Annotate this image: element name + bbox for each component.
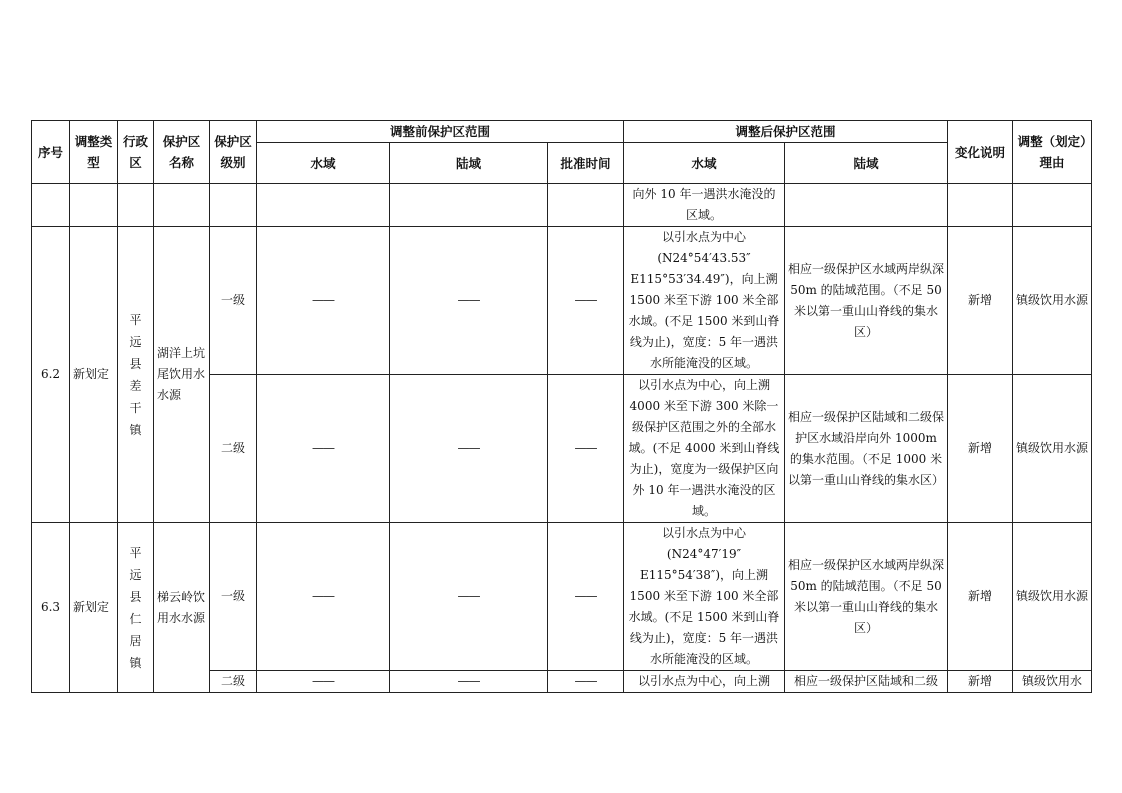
cell-before-land: ——: [390, 375, 548, 523]
cell-after-water: 以引水点为中心，向上溯: [624, 671, 785, 693]
cell-adj-type: 新划定: [70, 523, 118, 693]
header-level: 保护区级别: [210, 121, 257, 184]
protection-zone-table: [31, 120, 1092, 693]
cell-seq: 6.2: [32, 227, 70, 523]
header-before-water: 水域: [257, 143, 390, 184]
cell-after-water: 以引水点为中心(N24°54′43.53″ E115°53′34.49″)，向上溯1500 米至下游 100 米全部水域。(不足 1500 米到山脊线为止)，宽度：5 年一遇洪水所能淹没的区域。: [624, 227, 785, 375]
cell-after-water: 向外 10 年一遇洪水淹没的区域。: [624, 184, 785, 227]
header-after-land: 陆域: [785, 143, 948, 184]
header-before-time: 批准时间: [548, 143, 624, 184]
cell-before-water: ——: [257, 671, 390, 693]
cell-admin: 平远县仁居镇: [118, 523, 154, 693]
cell-reason: 镇级饮用水源: [1013, 375, 1092, 523]
cell-adj-type: 新划定: [70, 227, 118, 523]
cell-name: 湖洋上坑尾饮用水水源: [154, 227, 210, 523]
cell-seq: 6.3: [32, 523, 70, 693]
header-after: 调整后保护区范围: [624, 121, 948, 143]
header-admin: 行政区: [118, 121, 154, 184]
header-after-water: 水域: [624, 143, 785, 184]
header-name: 保护区名称: [154, 121, 210, 184]
cell-before-land: ——: [390, 671, 548, 693]
cell-change: 新增: [948, 227, 1013, 375]
cell-after-water: 以引水点为中心(N24°47′19″ E115°54′38″)，向上溯 1500 米至下游 100 米全部水域。(不足 1500 米到山脊线为止)，宽度：5 年一遇洪水所能淹没的区域。: [624, 523, 785, 671]
table-row: [32, 227, 1092, 375]
cell-after-land: 相应一级保护区陆域和二级: [785, 671, 948, 693]
cell-after-land: 相应一级保护区陆域和二级保护区水域沿岸向外 1000m 的集水范围。（不足 1000 米以第一重山山脊线的集水区）: [785, 375, 948, 523]
header-seq: 序号: [32, 121, 70, 184]
cell-reason: 镇级饮用水源: [1013, 227, 1092, 375]
cell-before-water: ——: [257, 227, 390, 375]
cell-change: 新增: [948, 375, 1013, 523]
cell-before-land: ——: [390, 227, 548, 375]
cell-level: 一级: [210, 227, 257, 375]
cell-after-land: 相应一级保护区水域两岸纵深 50m 的陆域范围。（不足 50 米以第一重山山脊线的集水区）: [785, 227, 948, 375]
cell-before-time: ——: [548, 227, 624, 375]
header-change: 变化说明: [948, 121, 1013, 184]
cell-after-water: 以引水点为中心，向上溯4000 米至下游 300 米除一级保护区范围之外的全部水域。(不足 4000 米到山脊线为止)，宽度为一级保护区向外 10 年一遇洪水淹没的区域。: [624, 375, 785, 523]
header-reason: 调整（划定）理由: [1013, 121, 1092, 184]
header-before-land: 陆域: [390, 143, 548, 184]
cell-before-land: ——: [390, 523, 548, 671]
cell-before-water: ——: [257, 375, 390, 523]
cell-change: 新增: [948, 671, 1013, 693]
cell-before-time: ——: [548, 375, 624, 523]
cell-level: 二级: [210, 375, 257, 523]
header-before: 调整前保护区范围: [257, 121, 624, 143]
cell-before-time: ——: [548, 523, 624, 671]
header-adj-type: 调整类型: [70, 121, 118, 184]
cell-level: 二级: [210, 671, 257, 693]
table-row: [32, 184, 1092, 227]
cell-before-time: ——: [548, 671, 624, 693]
cell-reason: 镇级饮用水: [1013, 671, 1092, 693]
cell-reason: 镇级饮用水源: [1013, 523, 1092, 671]
cell-name: 梯云岭饮用水水源: [154, 523, 210, 693]
cell-level: 一级: [210, 523, 257, 671]
cell-change: 新增: [948, 523, 1013, 671]
cell-before-water: ——: [257, 523, 390, 671]
cell-after-land: 相应一级保护区水域两岸纵深 50m 的陆域范围。（不足 50 米以第一重山山脊线的集水区）: [785, 523, 948, 671]
cell-admin: 平远县差干镇: [118, 227, 154, 523]
table-row: [32, 523, 1092, 671]
